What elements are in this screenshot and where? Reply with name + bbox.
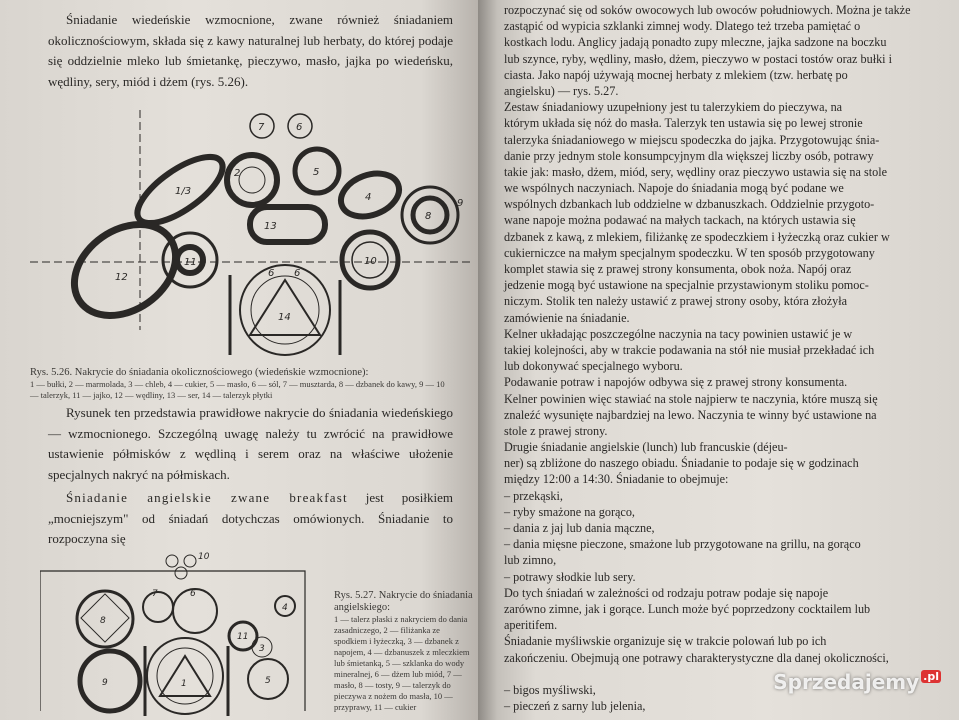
text-line: Śniadanie myśliwskie organizuje się w trakcie polowań lub po ich bbox=[504, 634, 827, 649]
figure-label: 5 bbox=[265, 676, 271, 686]
figure-5-26-caption bbox=[30, 367, 455, 401]
caption-legend: 1 — talerz płaski z nakryciem do dania zasadniczego, 2 — filiżanka ze spodkiem i łyżeczką, 3 — dzbanek z napojem, 4 — dzbanuszek z mleczkiem lub śmietanką, 5 — szklanka do wody mineralnej, 6 — dżem lub miód, 7 — masło, 8 — tosty, 9 — talerzyk do pieczywa z nożem do masła, 10 — przyprawy, 11 — cukier bbox=[334, 614, 470, 712]
figure-label: 11 bbox=[184, 257, 197, 268]
figure-label: 7 bbox=[152, 589, 158, 599]
figure-label: 6 bbox=[294, 268, 301, 279]
watermark-logo bbox=[773, 670, 941, 694]
text-line: ciasta. Jako napój używają mocnej herbaty z mlekiem (tzw. herbatę po bbox=[504, 67, 848, 82]
text-line: którym układa się nóż do masła. Talerzyk ten ustawia się po lewej stronie bbox=[504, 116, 863, 131]
text-line: wspólnych dzbankach lub oddzielne w dzbanuszkach. Oddzielnie przygoto- bbox=[504, 197, 875, 212]
figure-label: 10 bbox=[364, 256, 377, 267]
caption-title: Rys. 5.27. Nakrycie do śniadania angielskiego: bbox=[334, 590, 473, 613]
figure-label: 14 bbox=[278, 312, 291, 323]
figure-label: 2 bbox=[234, 168, 241, 179]
figure-label: 9 bbox=[457, 198, 464, 209]
text-line: zarówno zimne, jak i gorące. Lunch może być poprzedzony cocktailem lub bbox=[504, 601, 871, 616]
text-line: lub szynce, ryby, wędliny, masło, dżem, pieczywo w postaci tostów oraz bułki i bbox=[504, 51, 892, 66]
text-line: niczym. Stolik ten należy ustawić z prawej strony osoby, która złożyła bbox=[504, 294, 848, 309]
figure-label: 4 bbox=[365, 192, 372, 203]
text-line: zamówienie na śniadanie. bbox=[504, 310, 630, 325]
figure-label: 6 bbox=[190, 589, 196, 599]
text-line: – bigos myśliwski, bbox=[504, 682, 596, 697]
watermark-text: Sprzedajemy bbox=[773, 670, 920, 694]
text-line: stole z prawej strony. bbox=[504, 423, 608, 438]
figure-label: 8 bbox=[100, 616, 106, 626]
text-line: Zestaw śniadaniowy uzupełniony jest tu talerzykiem do pieczywa, na bbox=[504, 100, 843, 115]
figure-label: 11 bbox=[237, 632, 249, 642]
text-line: Drugie śniadanie angielskie (lunch) lub francuskie (déjeu- bbox=[504, 440, 788, 455]
right-page-text bbox=[504, 2, 949, 714]
figure-5-27-table-setting bbox=[40, 551, 330, 719]
spaced-term: Śniadanie angielskie zwane breakfast bbox=[66, 490, 348, 505]
figure-label: 4 bbox=[282, 603, 288, 613]
text-line: takiej kolejności, aby w trakcie podawania na stół nie musiał przekładać ich bbox=[504, 342, 875, 357]
figure-label: 12 bbox=[115, 272, 128, 283]
figure-label: 8 bbox=[425, 211, 432, 222]
text-line: lub dokonywać specjalnego wyboru. bbox=[504, 359, 683, 374]
text-line: Do tych śniadań w zależności od rodzaju potraw podaje się napoje bbox=[504, 585, 829, 600]
figure-label: 6 bbox=[296, 122, 303, 133]
text-line: lub zimno, bbox=[504, 553, 557, 568]
figure-label: 13 bbox=[264, 221, 277, 232]
text-line: angielsku) — rys. 5.27. bbox=[504, 83, 619, 98]
text-line: talerzyka śniadaniowego w miejscu spodeczka do jajka. Przygotowując śnia- bbox=[504, 132, 880, 147]
paragraph-english-breakfast bbox=[48, 488, 453, 550]
figure-5-26-table-setting bbox=[30, 110, 470, 365]
figure-label: 1 bbox=[181, 679, 187, 689]
figure-label: 1/3 bbox=[175, 186, 192, 197]
watermark-badge: .pl bbox=[923, 670, 939, 683]
left-page bbox=[0, 0, 478, 720]
text-line: cukierniczce na małym specjalnym spodeczku. W ten sposób przygotowany bbox=[504, 245, 875, 260]
figure-label: 5 bbox=[313, 167, 320, 178]
text-line: – ryby smażone na gorąco, bbox=[504, 504, 635, 519]
caption-title: Rys. 5.26. Nakrycie do śniadania okolicznościowego (wiedeńskie wzmocnione): bbox=[30, 367, 369, 378]
figure-5-27-caption bbox=[334, 590, 474, 713]
text-line: – przekąski, bbox=[504, 488, 563, 503]
text-line: Kelner układając poszczególne naczynia na tacy powinien ustawić je w bbox=[504, 326, 853, 341]
text-line: ner) są zbliżone do naszego obiadu. Śniadanie to podaje się w godzinach bbox=[504, 456, 859, 471]
text-line: znaleźć wysunięte najbardziej na lewo. Naczynia te winny być ustawione na bbox=[504, 407, 877, 422]
text-line: jedzenie mogą być ustawione na specjalnie przystawionym stoliku pomoc- bbox=[504, 278, 869, 293]
text-line: wane napoje można podawać na małych tackach, na których ustawia się bbox=[504, 213, 856, 228]
text-line: komplet stawia się z prawej strony konsumenta, obok noża. Napój oraz bbox=[504, 262, 852, 276]
figure-label: 7 bbox=[258, 122, 265, 133]
text-line: we wspólnych naczyniach. Napoje do śniadania mogą być podane we bbox=[504, 181, 844, 196]
figure-label: 3 bbox=[259, 644, 265, 654]
paragraph-text: jest posiłkiem „mocniejszym" od śniadań dotychczas omówionych. Śniadanie to rozpoczyna się bbox=[48, 490, 453, 546]
figure-label: 6 bbox=[268, 268, 275, 279]
text-line: rozpoczynać się od soków owocowych lub owoców południowych. Można je także bbox=[504, 3, 911, 17]
text-line: Kelner powinien więc stawiać na stole najpierw te naczynia, które muszą się bbox=[504, 391, 878, 406]
paragraph-figure-description: Rysunek ten przedstawia prawidłowe nakrycie do śniadania wiedeńskiego — wzmocnionego. Szczególną uwagę należy tu zwrócić na prawidłowe ustawienie półmisków z wędliną i serem oraz na właściwe ułożenie specjalnych nakryć na półmiskach. bbox=[48, 405, 453, 482]
paragraph-vienna-breakfast: Śniadanie wiedeńskie wzmocnione, zwane również śniadaniem okolicznościowym, składa się z kawy naturalnej lub herbaty, do której podaje się oddzielnie mleko lub śmietankę, pieczywo, masło, jajka po wiedeńsku, wędliny, sery, miód i dżem (rys. 5.26). bbox=[48, 12, 453, 89]
text-line: – pieczeń z sarny lub jelenia, bbox=[504, 699, 646, 714]
caption-legend: 1 — bułki, 2 — marmolada, 3 — chleb, 4 — cukier, 5 — masło, 6 — sól, 7 — musztarda, 8 — dzbanek do kawy, 9 — 10 — talerzyk, 11 — jajko, 12 — wędliny, 13 — ser, 14 — talerzyk płytki bbox=[30, 379, 445, 400]
right-page bbox=[478, 0, 959, 720]
text-line: dzbanek z kawą, z mlekiem, filiżankę ze spodeczkiem i łyżeczką oraz cukier w bbox=[504, 229, 890, 244]
text-line: takie jak: masło, dżem, miód, sery, wędliny oraz pieczywo ustawia się na stole bbox=[504, 164, 888, 179]
text-line: Podawanie potraw i napojów odbywa się z prawej strony konsumenta. bbox=[504, 375, 848, 390]
figure-label: 9 bbox=[102, 678, 108, 688]
text-line: aperitifem. bbox=[504, 618, 558, 633]
text-line: zastąpić od wypicia szklanki zimnej wody. Dlatego też trzeba pamiętać o bbox=[504, 19, 861, 34]
text-line: – potrawy słodkie lub sery. bbox=[504, 569, 636, 584]
text-line: między 12:00 a 14:30. Śniadanie to obejmuje: bbox=[504, 472, 729, 487]
text-line: zakończeniu. Obejmują one potrawy charakterystyczne dla danej okoliczności, bbox=[504, 650, 889, 665]
figure-label: 10 bbox=[198, 552, 210, 562]
text-line: danie przy jednym stole konsumpcyjnym dla większej liczby osób, potrawy bbox=[504, 148, 874, 163]
text-line: kostkach lodu. Anglicy jadają ponadto zupy mleczne, jajka sadzone na boczku bbox=[504, 35, 887, 50]
text-line: – dania z jaj lub dania mączne, bbox=[504, 521, 655, 535]
text-line: – dania mięsne pieczone, smażone lub przygotowane na grillu, na gorąco bbox=[504, 537, 861, 552]
